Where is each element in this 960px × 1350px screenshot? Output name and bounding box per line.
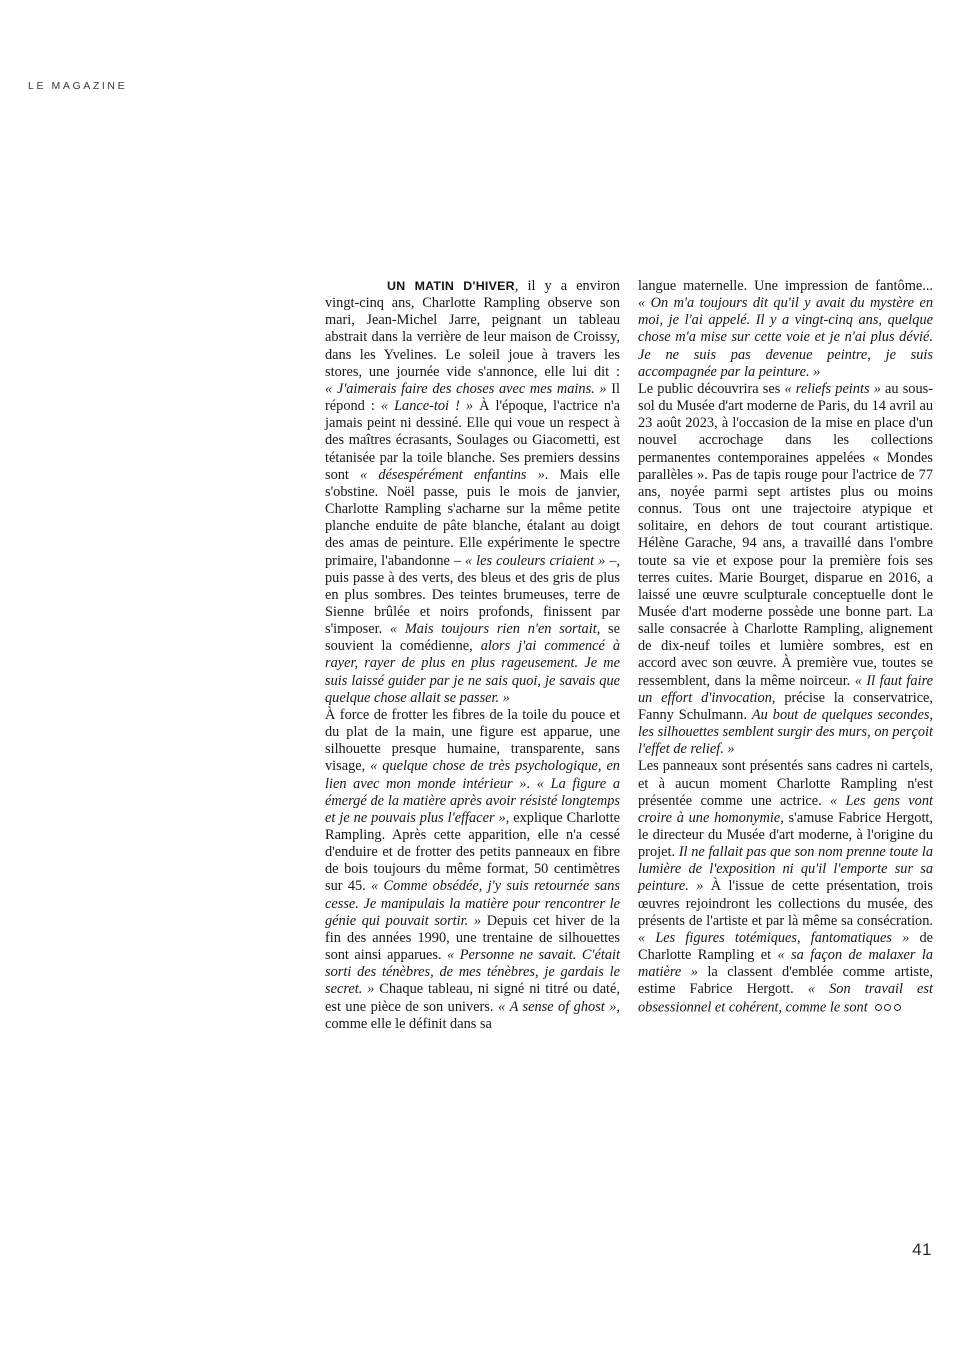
article-body	[325, 278, 933, 1033]
paragraph-exhibition	[638, 381, 933, 758]
lead-in-text: UN MATIN D'HIVER	[387, 279, 515, 293]
circle-icon	[894, 1004, 901, 1011]
article-column-one	[325, 278, 620, 1033]
paragraph-text: la classent d'emblée comme artiste, estime Fabrice Hergott.	[638, 964, 933, 998]
circle-icon	[875, 1004, 882, 1011]
paragraph-text: –, puis passe à des verts, des bleus et des gris de plus en plus sombres. Des teintes brumeuses, terre de Sienne brûlée et noirs profonds, finissent par s'imposer.	[325, 552, 621, 638]
paragraph-text: , comme elle le définit dans sa	[325, 998, 620, 1032]
quote-text: « Son travail est obsessionnel et cohérent, comme le sont	[638, 981, 933, 1016]
quote-text: « A sense of ghost »	[497, 998, 617, 1015]
paragraph-text: de Charlotte Rampling et	[638, 929, 933, 964]
quote-text: « Lance-toi ! »	[380, 398, 474, 415]
quote-text: « désespérément enfantins »	[360, 466, 545, 483]
quote-text: « sa façon de malaxer la matière »	[638, 947, 934, 981]
circle-icon	[884, 1004, 891, 1011]
paragraph-text: Depuis cet hiver de la fin des années 1990, une trentaine de silhouettes sont ainsi apparues.	[325, 912, 620, 964]
paragraph-text: .	[526, 775, 537, 792]
quote-text: « Il faut faire un effort d'invocation,	[638, 672, 933, 706]
paragraph-text: Il répond :	[325, 380, 620, 415]
quote-text: « La figure a émergé de la matière après avoir résisté longtemps et je ne pouvais plus l'effacer »	[325, 775, 621, 826]
quote-text: « Les figures totémiques, fantomatiques »	[638, 929, 910, 946]
paragraph-text: langue maternelle. Une impression de fantôme...	[638, 278, 933, 294]
quote-text: « quelque chose de très psychologique, en lien avec mon monde intérieur »	[325, 758, 620, 792]
paragraph-text: Le public découvrira ses	[638, 380, 785, 397]
running-head: LE MAGAZINE	[28, 80, 128, 92]
paragraph-figure-emergence	[325, 707, 620, 1033]
quote-text: Au bout de quelques secondes, les silhouettes semblent surgir des murs, on perçoit l'effet de relief. »	[638, 706, 933, 758]
quote-text: Il ne fallait pas que son nom prenne toute la lumière de l'exposition ni qu'il l'emporte sur sa peinture. »	[638, 844, 933, 895]
paragraph-text: À l'époque, l'actrice n'a jamais peint ni dessiné. Elle qui voue un respect à des maîtres écrasants, Soulages ou Giacometti, est tétanisée par la toile blanche. Ses premiers dessins sont	[325, 398, 620, 483]
quote-text: « Mais toujours rien n'en sortait,	[389, 621, 601, 638]
article-column-two	[638, 278, 933, 1016]
paragraph-text: Chaque tableau, ni signé ni titré ou daté, est une pièce de son univers.	[325, 981, 620, 1015]
paragraph-text: au sous-sol du Musée d'art moderne de Paris, du 14 avril au 23 août 2023, à l'occasion de la mise en place d'un nouvel accrochage dans les collections permanentes contemporaines appelées « Mondes parallèles ». Pas de tapis rouge pour l'actrice de 77 ans, noyée parmi sept artistes plus ou moins connus. Tous ont une trajectoire atypique et solitaire, en dehors de tout courant artistique. Hélène Garache, 94 ans, a travaillé dans l'ombre toute sa vie et expose pour la première fois ses terres cuites. Marie Bourget, disparue en 2016, a laissé une œuvre sculpturale conceptuelle dont le Musée d'art moderne possède une bonne part. La salle consacrée à Charlotte Rampling, alignement de dix-neuf toiles et lumière sombres, est en accord avec son œuvre. À première vue, toutes se ressemblent, dans la même noirceur.	[638, 380, 934, 689]
quote-text: « J'aimerais faire des choses avec mes mains. »	[325, 380, 607, 397]
quote-text: « Comme obsédée, j'y suis retournée sans cesse. Je manipulais la matière pour rencontrer le génie qui pouvait sortir. »	[325, 878, 620, 929]
attribution-text: se souvient la comédienne,	[325, 621, 620, 655]
page-number: 41	[912, 1240, 932, 1259]
paragraph-opening	[325, 278, 620, 707]
paragraph-continuation	[638, 278, 933, 381]
quote-text: « reliefs peints »	[784, 380, 881, 397]
paragraph-text: À force de frotter les fibres de la toile du pouce et du plat de la main, une figure est apparue, une silhouette presque humaine, transparente, sans visage,	[325, 706, 620, 775]
paragraph-text: À l'issue de cette présentation, trois œuvres rejoindront les collections du musée, des présents de l'artiste et par là même sa consécration.	[638, 878, 933, 929]
quote-text: alors j'ai commencé à rayer, rayer de plus en plus rageusement. Je me suis laissé guider par je ne sais quoi, je savais que quelque chose allait se passer. »	[325, 638, 620, 706]
quote-text: « les couleurs criaient »	[465, 552, 606, 569]
quote-text: « Personne ne savait. C'était sorti des ténèbres, de mes ténèbres, je gardais le secret. »	[325, 947, 620, 998]
paragraph-text: , explique Charlotte Rampling. Après cette apparition, elle n'a cessé d'enduire et de frotter des petits panneaux en fibre de bois toujours du même format, 50 centimètres sur 45.	[325, 809, 620, 895]
attribution-text: précise la conservatrice, Fanny Schulmann.	[638, 689, 934, 723]
quote-text: « Les gens vont croire à une homonymie,	[638, 792, 933, 826]
quote-text: « On m'a toujours dit qu'il y avait du mystère en moi, je l'ai appelé. Il y a vingt-cinq ans, quelque chose m'a mise sur cette voie et je n'ai plus dévié. Je ne suis pas devenue peintre, je suis accompagnée par la peinture. »	[638, 295, 933, 380]
paragraph-text: , il y a environ vingt-cinq ans, Charlotte Rampling observe son mari, Jean-Michel Jarre, peignant un tableau abstrait dans la verrière de leur maison de Croissy, dans les Yvelines. Le soleil joue à travers les stores, une journée vide s'annonce, elle lui dit :	[325, 278, 620, 380]
paragraph-text: . Mais elle s'obstine. Noël passe, puis le mois de janvier, Charlotte Rampling s'acharne sur la même petite planche enduite de pâte blanche, étalant au doigt des amas de peinture. Elle expérimente le spectre primaire, l'abandonne –	[325, 466, 620, 569]
paragraph-text: Les panneaux sont présentés sans cadres ni cartels, et à aucun moment Charlotte Rampling n'est présentée comme une actrice.	[638, 758, 933, 809]
end-of-article-ornament	[875, 999, 901, 1016]
attribution-text: s'amuse Fabrice Hergott, le directeur du Musée d'art moderne, à l'origine du projet.	[638, 809, 933, 861]
paragraph-panels	[638, 758, 933, 1016]
